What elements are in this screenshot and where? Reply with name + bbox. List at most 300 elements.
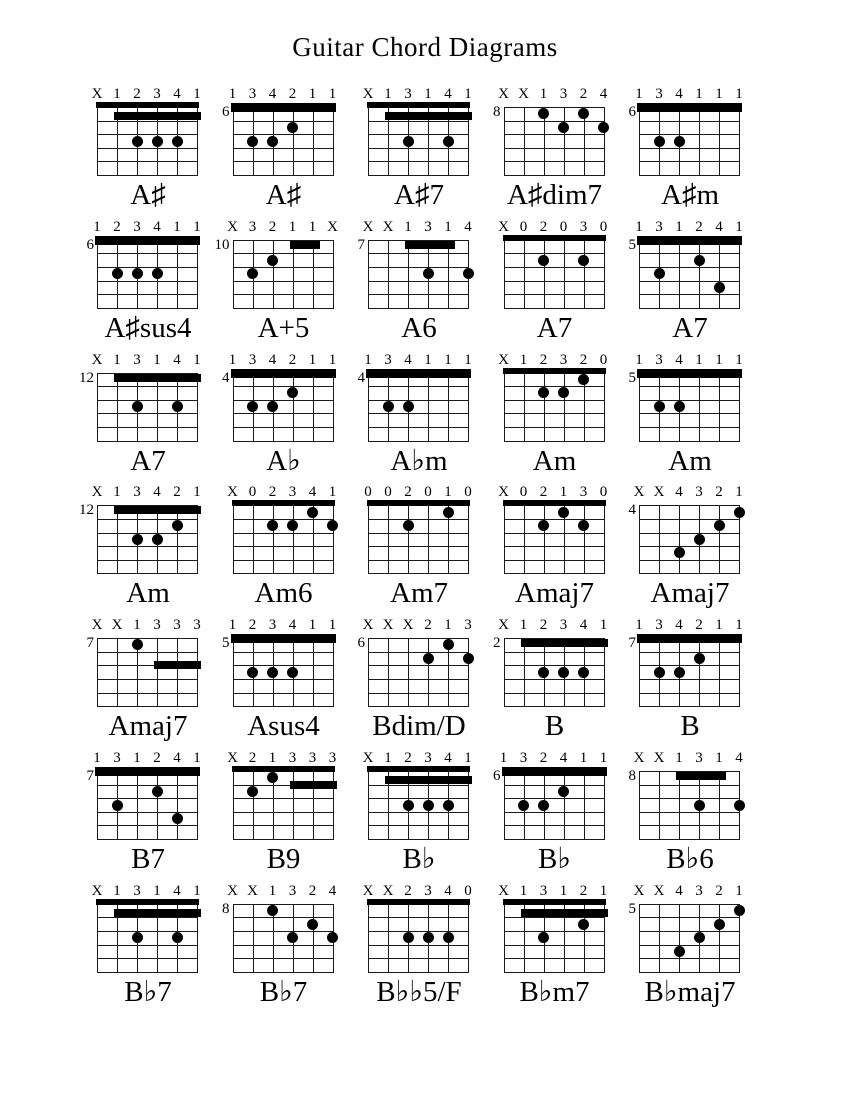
chord-name: B bbox=[680, 710, 700, 743]
fret-line bbox=[504, 785, 605, 786]
finger-dot bbox=[172, 401, 183, 412]
finger-dot bbox=[247, 401, 258, 412]
barre-bar bbox=[385, 112, 472, 120]
fret-line bbox=[639, 267, 740, 268]
finger-annotation: 2 bbox=[404, 750, 412, 766]
chord-cell bbox=[622, 882, 758, 1015]
barre-bar bbox=[502, 767, 607, 776]
fret-line bbox=[97, 400, 198, 401]
fret-line bbox=[233, 519, 334, 520]
string-line bbox=[639, 771, 640, 840]
finger-dot bbox=[172, 136, 183, 147]
fret-line bbox=[504, 281, 605, 282]
string-line bbox=[97, 505, 98, 574]
fret-label: 12 bbox=[79, 502, 94, 519]
fret-line bbox=[639, 798, 740, 799]
finger-dot bbox=[132, 401, 143, 412]
string-line bbox=[719, 771, 720, 840]
string-line bbox=[273, 240, 274, 309]
fret-line bbox=[504, 958, 605, 959]
fret-line bbox=[639, 175, 740, 176]
string-line bbox=[137, 771, 138, 840]
fret-line bbox=[368, 917, 469, 918]
string-line bbox=[197, 771, 198, 840]
nut-bar bbox=[503, 235, 606, 241]
finger-annotation: 4 bbox=[153, 218, 161, 235]
fret-line bbox=[97, 812, 198, 813]
finger-dot bbox=[538, 255, 549, 266]
fret-line bbox=[504, 546, 605, 547]
fret-label: 4 bbox=[628, 502, 636, 519]
nut-bar bbox=[503, 899, 606, 905]
finger-dot bbox=[463, 653, 474, 664]
fret-line bbox=[97, 533, 198, 534]
string-line bbox=[273, 505, 274, 574]
finger-dot bbox=[443, 800, 454, 811]
string-line bbox=[448, 373, 449, 442]
finger-annotation: 4 bbox=[675, 882, 683, 899]
fret-line bbox=[504, 812, 605, 813]
nut-bar bbox=[232, 766, 335, 772]
finger-dot bbox=[287, 122, 298, 133]
finger-annotation: 1 bbox=[695, 351, 703, 368]
fret-line bbox=[639, 945, 740, 946]
fret-line bbox=[97, 560, 198, 561]
string-line bbox=[679, 904, 680, 973]
string-line bbox=[699, 638, 700, 707]
finger-dot bbox=[267, 905, 278, 916]
fret-line bbox=[368, 638, 469, 639]
fret-line bbox=[504, 308, 605, 309]
string-line bbox=[639, 505, 640, 574]
string-line bbox=[233, 771, 234, 840]
finger-annotation: 3 bbox=[695, 750, 703, 766]
fret-line bbox=[97, 134, 198, 135]
finger-dot bbox=[327, 520, 338, 531]
string-line bbox=[313, 373, 314, 442]
fret-line bbox=[504, 148, 605, 149]
finger-annotation: 1 bbox=[464, 351, 472, 368]
string-line bbox=[604, 373, 605, 442]
finger-annotation: 1 bbox=[599, 882, 608, 899]
finger-annotation: 1 bbox=[444, 218, 452, 235]
fret-line bbox=[233, 294, 334, 295]
chord-cell bbox=[80, 218, 216, 351]
finger-annotation: 4 bbox=[173, 351, 181, 368]
finger-dot bbox=[307, 507, 318, 518]
finger-annotation: 3 bbox=[308, 750, 317, 766]
finger-annotation: 1 bbox=[695, 86, 703, 102]
finger-dot bbox=[578, 255, 589, 266]
string-line bbox=[253, 771, 254, 840]
finger-annotation: 4 bbox=[735, 750, 743, 766]
chord-name: Amaj7 bbox=[515, 577, 594, 610]
string-line bbox=[564, 771, 565, 840]
fret-line bbox=[97, 693, 198, 694]
finger-annotation: 3 bbox=[695, 484, 703, 501]
finger-dot bbox=[578, 520, 589, 531]
string-line bbox=[368, 771, 369, 840]
finger-dot bbox=[538, 800, 549, 811]
fret-line bbox=[97, 519, 198, 520]
finger-annotation: 1 bbox=[519, 882, 528, 899]
fret-line bbox=[233, 386, 334, 387]
finger-annotation: X bbox=[362, 617, 374, 634]
finger-dot bbox=[132, 534, 143, 545]
finger-annotation: 3 bbox=[539, 882, 548, 899]
fret-line bbox=[233, 253, 334, 254]
finger-annotation: 0 bbox=[464, 882, 472, 899]
string-line bbox=[117, 638, 118, 707]
barre-bar bbox=[521, 909, 608, 917]
fret-line bbox=[504, 161, 605, 162]
fret-line bbox=[233, 400, 334, 401]
finger-annotation: 3 bbox=[248, 351, 257, 368]
fret-line bbox=[233, 972, 334, 973]
finger-dot bbox=[518, 800, 529, 811]
finger-dot bbox=[287, 932, 298, 943]
fret-line bbox=[504, 533, 605, 534]
finger-annotation: X bbox=[362, 750, 374, 766]
fret-line bbox=[233, 308, 334, 309]
finger-dot bbox=[734, 800, 745, 811]
finger-dot bbox=[132, 268, 143, 279]
string-line bbox=[428, 638, 429, 707]
fret-line bbox=[368, 281, 469, 282]
fret-line bbox=[639, 839, 740, 840]
fret-line bbox=[97, 546, 198, 547]
fret-line bbox=[368, 931, 469, 932]
finger-annotation: 2 bbox=[579, 86, 588, 102]
fret-label: 6 bbox=[628, 104, 636, 120]
fret-line bbox=[504, 706, 605, 707]
chord-cell bbox=[351, 616, 487, 749]
string-line bbox=[408, 505, 409, 574]
string-line bbox=[719, 638, 720, 707]
string-line bbox=[679, 771, 680, 840]
finger-annotation: 1 bbox=[715, 86, 723, 102]
chord-name: B♭ bbox=[402, 843, 436, 875]
finger-annotation: 2 bbox=[715, 484, 723, 501]
barre-bar bbox=[405, 241, 455, 249]
finger-annotation: 1 bbox=[444, 617, 452, 634]
finger-dot bbox=[558, 667, 569, 678]
finger-annotation: 4 bbox=[444, 882, 452, 899]
finger-annotation: 3 bbox=[268, 617, 277, 634]
finger-dot bbox=[383, 401, 394, 412]
fret-line bbox=[368, 652, 469, 653]
nut-bar bbox=[367, 500, 470, 506]
finger-annotation: 0 bbox=[519, 218, 528, 235]
finger-annotation: 3 bbox=[133, 351, 141, 368]
finger-annotation: 3 bbox=[424, 218, 432, 235]
fret-line bbox=[504, 294, 605, 295]
chord-name: A7 bbox=[672, 311, 708, 344]
finger-annotation: 3 bbox=[288, 484, 297, 501]
fret-label: 7 bbox=[86, 635, 94, 652]
fret-line bbox=[233, 679, 334, 680]
string-line bbox=[699, 373, 700, 442]
finger-annotation: 1 bbox=[735, 86, 743, 102]
fret-line bbox=[504, 560, 605, 561]
finger-dot bbox=[443, 932, 454, 943]
finger-annotation: 3 bbox=[288, 750, 297, 766]
chord-name: A7 bbox=[130, 444, 166, 477]
finger-dot bbox=[538, 932, 549, 943]
finger-dot bbox=[267, 772, 278, 783]
chord-name: B9 bbox=[266, 843, 301, 875]
finger-annotation: 1 bbox=[308, 617, 317, 634]
fret-line bbox=[97, 573, 198, 574]
finger-dot bbox=[578, 374, 589, 385]
finger-annotation: 3 bbox=[133, 484, 141, 501]
finger-dot bbox=[403, 800, 414, 811]
finger-annotation: 3 bbox=[655, 218, 663, 235]
string-line bbox=[639, 373, 640, 442]
fret-line bbox=[233, 573, 334, 574]
finger-annotation: 2 bbox=[715, 882, 723, 899]
barre-bar bbox=[366, 369, 471, 378]
finger-dot bbox=[734, 905, 745, 916]
finger-dot bbox=[423, 932, 434, 943]
finger-annotation: X bbox=[91, 86, 103, 102]
fret-line bbox=[504, 413, 605, 414]
fret-line bbox=[97, 308, 198, 309]
finger-annotation: 1 bbox=[328, 351, 337, 368]
finger-annotation: 4 bbox=[153, 484, 161, 501]
fret-line bbox=[97, 825, 198, 826]
fret-line bbox=[233, 904, 334, 905]
fret-label: 5 bbox=[222, 635, 230, 652]
finger-annotation: X bbox=[382, 218, 394, 235]
chord-name: Am6 bbox=[254, 577, 313, 610]
string-line bbox=[604, 107, 605, 176]
finger-annotation: 3 bbox=[248, 86, 257, 102]
string-line bbox=[604, 771, 605, 840]
finger-annotation: 1 bbox=[153, 351, 161, 368]
fret-line bbox=[504, 798, 605, 799]
finger-annotation: 1 bbox=[464, 750, 472, 766]
finger-dot bbox=[694, 534, 705, 545]
finger-dot bbox=[443, 136, 454, 147]
string-line bbox=[604, 638, 605, 707]
fret-line bbox=[368, 706, 469, 707]
finger-dot bbox=[267, 520, 278, 531]
fret-line bbox=[97, 931, 198, 932]
chord-name: A7 bbox=[536, 311, 573, 344]
finger-dot bbox=[714, 919, 725, 930]
chord-cell bbox=[80, 85, 216, 218]
fret-line bbox=[97, 638, 198, 639]
finger-dot bbox=[674, 547, 685, 558]
fret-line bbox=[368, 386, 469, 387]
fret-line bbox=[504, 652, 605, 653]
chord-cell bbox=[487, 85, 623, 218]
string-line bbox=[524, 107, 525, 176]
string-line bbox=[504, 240, 505, 309]
string-line bbox=[544, 373, 545, 442]
fret-line bbox=[368, 148, 469, 149]
barre-bar bbox=[231, 103, 336, 112]
chord-name: Am7 bbox=[390, 577, 448, 610]
finger-annotation: X bbox=[498, 351, 509, 368]
nut-bar bbox=[367, 766, 470, 772]
finger-dot bbox=[247, 136, 258, 147]
finger-annotation: 3 bbox=[655, 351, 663, 368]
fret-line bbox=[368, 546, 469, 547]
finger-dot bbox=[598, 122, 609, 133]
finger-annotation: 0 bbox=[464, 484, 472, 501]
finger-dot bbox=[674, 401, 685, 412]
fret-line bbox=[368, 573, 469, 574]
finger-dot bbox=[267, 136, 278, 147]
fret-line bbox=[97, 253, 198, 254]
fret-line bbox=[368, 958, 469, 959]
string-line bbox=[233, 107, 234, 176]
fret-line bbox=[368, 533, 469, 534]
finger-annotation: 2 bbox=[133, 86, 141, 102]
finger-annotation: 2 bbox=[268, 484, 277, 501]
finger-annotation: 1 bbox=[193, 86, 201, 102]
fret-line bbox=[639, 546, 740, 547]
string-line bbox=[719, 505, 720, 574]
finger-annotation: 4 bbox=[404, 351, 412, 368]
fret-line bbox=[504, 917, 605, 918]
finger-annotation: X bbox=[227, 484, 238, 501]
string-line bbox=[333, 638, 334, 707]
finger-annotation: 1 bbox=[635, 351, 643, 368]
barre-bar bbox=[290, 781, 337, 789]
finger-dot bbox=[578, 667, 589, 678]
finger-dot bbox=[423, 268, 434, 279]
fret-line bbox=[97, 798, 198, 799]
fret-line bbox=[504, 573, 605, 574]
finger-annotation: 1 bbox=[384, 86, 392, 102]
finger-dot bbox=[558, 786, 569, 797]
fret-line bbox=[639, 825, 740, 826]
finger-annotation: 1 bbox=[499, 750, 508, 766]
string-line bbox=[293, 373, 294, 442]
chord-name: B♭6 bbox=[666, 843, 714, 875]
string-line bbox=[97, 771, 98, 840]
finger-annotation: 1 bbox=[193, 218, 201, 235]
finger-dot bbox=[578, 108, 589, 119]
chord-name: B♭7 bbox=[124, 975, 172, 1008]
finger-annotation: 1 bbox=[268, 882, 277, 899]
finger-annotation: 3 bbox=[519, 750, 528, 766]
fret-line bbox=[639, 134, 740, 135]
barre-bar bbox=[154, 661, 201, 669]
finger-annotation: 4 bbox=[444, 750, 452, 766]
finger-annotation: 2 bbox=[288, 351, 297, 368]
fret-line bbox=[97, 121, 198, 122]
fret-line bbox=[368, 175, 469, 176]
finger-annotation: X bbox=[633, 750, 645, 766]
fret-line bbox=[504, 519, 605, 520]
chord-name: Am bbox=[532, 444, 577, 477]
string-line bbox=[679, 505, 680, 574]
finger-annotation: 1 bbox=[735, 351, 743, 368]
chord-cell bbox=[487, 616, 623, 749]
string-line bbox=[253, 904, 254, 973]
fret-line bbox=[368, 945, 469, 946]
fret-line bbox=[368, 308, 469, 309]
barre-bar bbox=[95, 767, 200, 776]
finger-annotation: 1 bbox=[93, 750, 101, 766]
chord-cell bbox=[351, 882, 487, 1015]
string-line bbox=[699, 107, 700, 176]
finger-annotation: 2 bbox=[173, 484, 181, 501]
finger-dot bbox=[674, 136, 685, 147]
fret-line bbox=[233, 161, 334, 162]
fret-line bbox=[639, 400, 740, 401]
string-line bbox=[233, 505, 234, 574]
finger-annotation: 1 bbox=[404, 218, 412, 235]
finger-dot bbox=[694, 800, 705, 811]
finger-annotation: 1 bbox=[715, 617, 723, 634]
fret-label: 5 bbox=[628, 236, 636, 253]
finger-annotation: 1 bbox=[328, 86, 337, 102]
string-line bbox=[604, 240, 605, 309]
fret-line bbox=[504, 931, 605, 932]
finger-dot bbox=[443, 507, 454, 518]
chord-cell bbox=[622, 351, 758, 484]
chord-cell bbox=[216, 616, 352, 749]
fret-line bbox=[504, 693, 605, 694]
finger-dot bbox=[694, 255, 705, 266]
finger-dot bbox=[558, 507, 569, 518]
finger-dot bbox=[403, 932, 414, 943]
finger-dot bbox=[267, 401, 278, 412]
string-line bbox=[564, 240, 565, 309]
chord-name: Asus4 bbox=[247, 710, 320, 743]
finger-annotation: 1 bbox=[735, 484, 743, 501]
finger-annotation: 1 bbox=[133, 617, 141, 634]
string-line bbox=[739, 638, 740, 707]
finger-annotation: 1 bbox=[675, 218, 683, 235]
fret-line bbox=[233, 533, 334, 534]
chord-cell bbox=[351, 85, 487, 218]
string-line bbox=[293, 505, 294, 574]
fret-line bbox=[233, 706, 334, 707]
finger-annotation: 2 bbox=[539, 484, 548, 501]
nut-bar bbox=[503, 500, 606, 506]
barre-bar bbox=[114, 909, 201, 917]
finger-annotation: 0 bbox=[364, 484, 372, 501]
fret-line bbox=[504, 972, 605, 973]
finger-annotation: 3 bbox=[655, 86, 663, 102]
fret-line bbox=[97, 175, 198, 176]
fret-line bbox=[97, 679, 198, 680]
chord-cell bbox=[216, 85, 352, 218]
fret-line bbox=[233, 798, 334, 799]
chord-name: A♭ bbox=[266, 444, 301, 477]
string-line bbox=[408, 240, 409, 309]
fret-line bbox=[639, 679, 740, 680]
chord-cell bbox=[487, 882, 623, 1015]
finger-dot bbox=[538, 520, 549, 531]
finger-annotation: X bbox=[91, 617, 103, 634]
finger-annotation: X bbox=[247, 882, 258, 899]
string-line bbox=[639, 107, 640, 176]
string-line bbox=[368, 505, 369, 574]
finger-dot bbox=[403, 401, 414, 412]
string-line bbox=[659, 505, 660, 574]
string-line bbox=[177, 771, 178, 840]
string-line bbox=[157, 771, 158, 840]
finger-annotation: 2 bbox=[579, 351, 588, 368]
fret-line bbox=[504, 400, 605, 401]
